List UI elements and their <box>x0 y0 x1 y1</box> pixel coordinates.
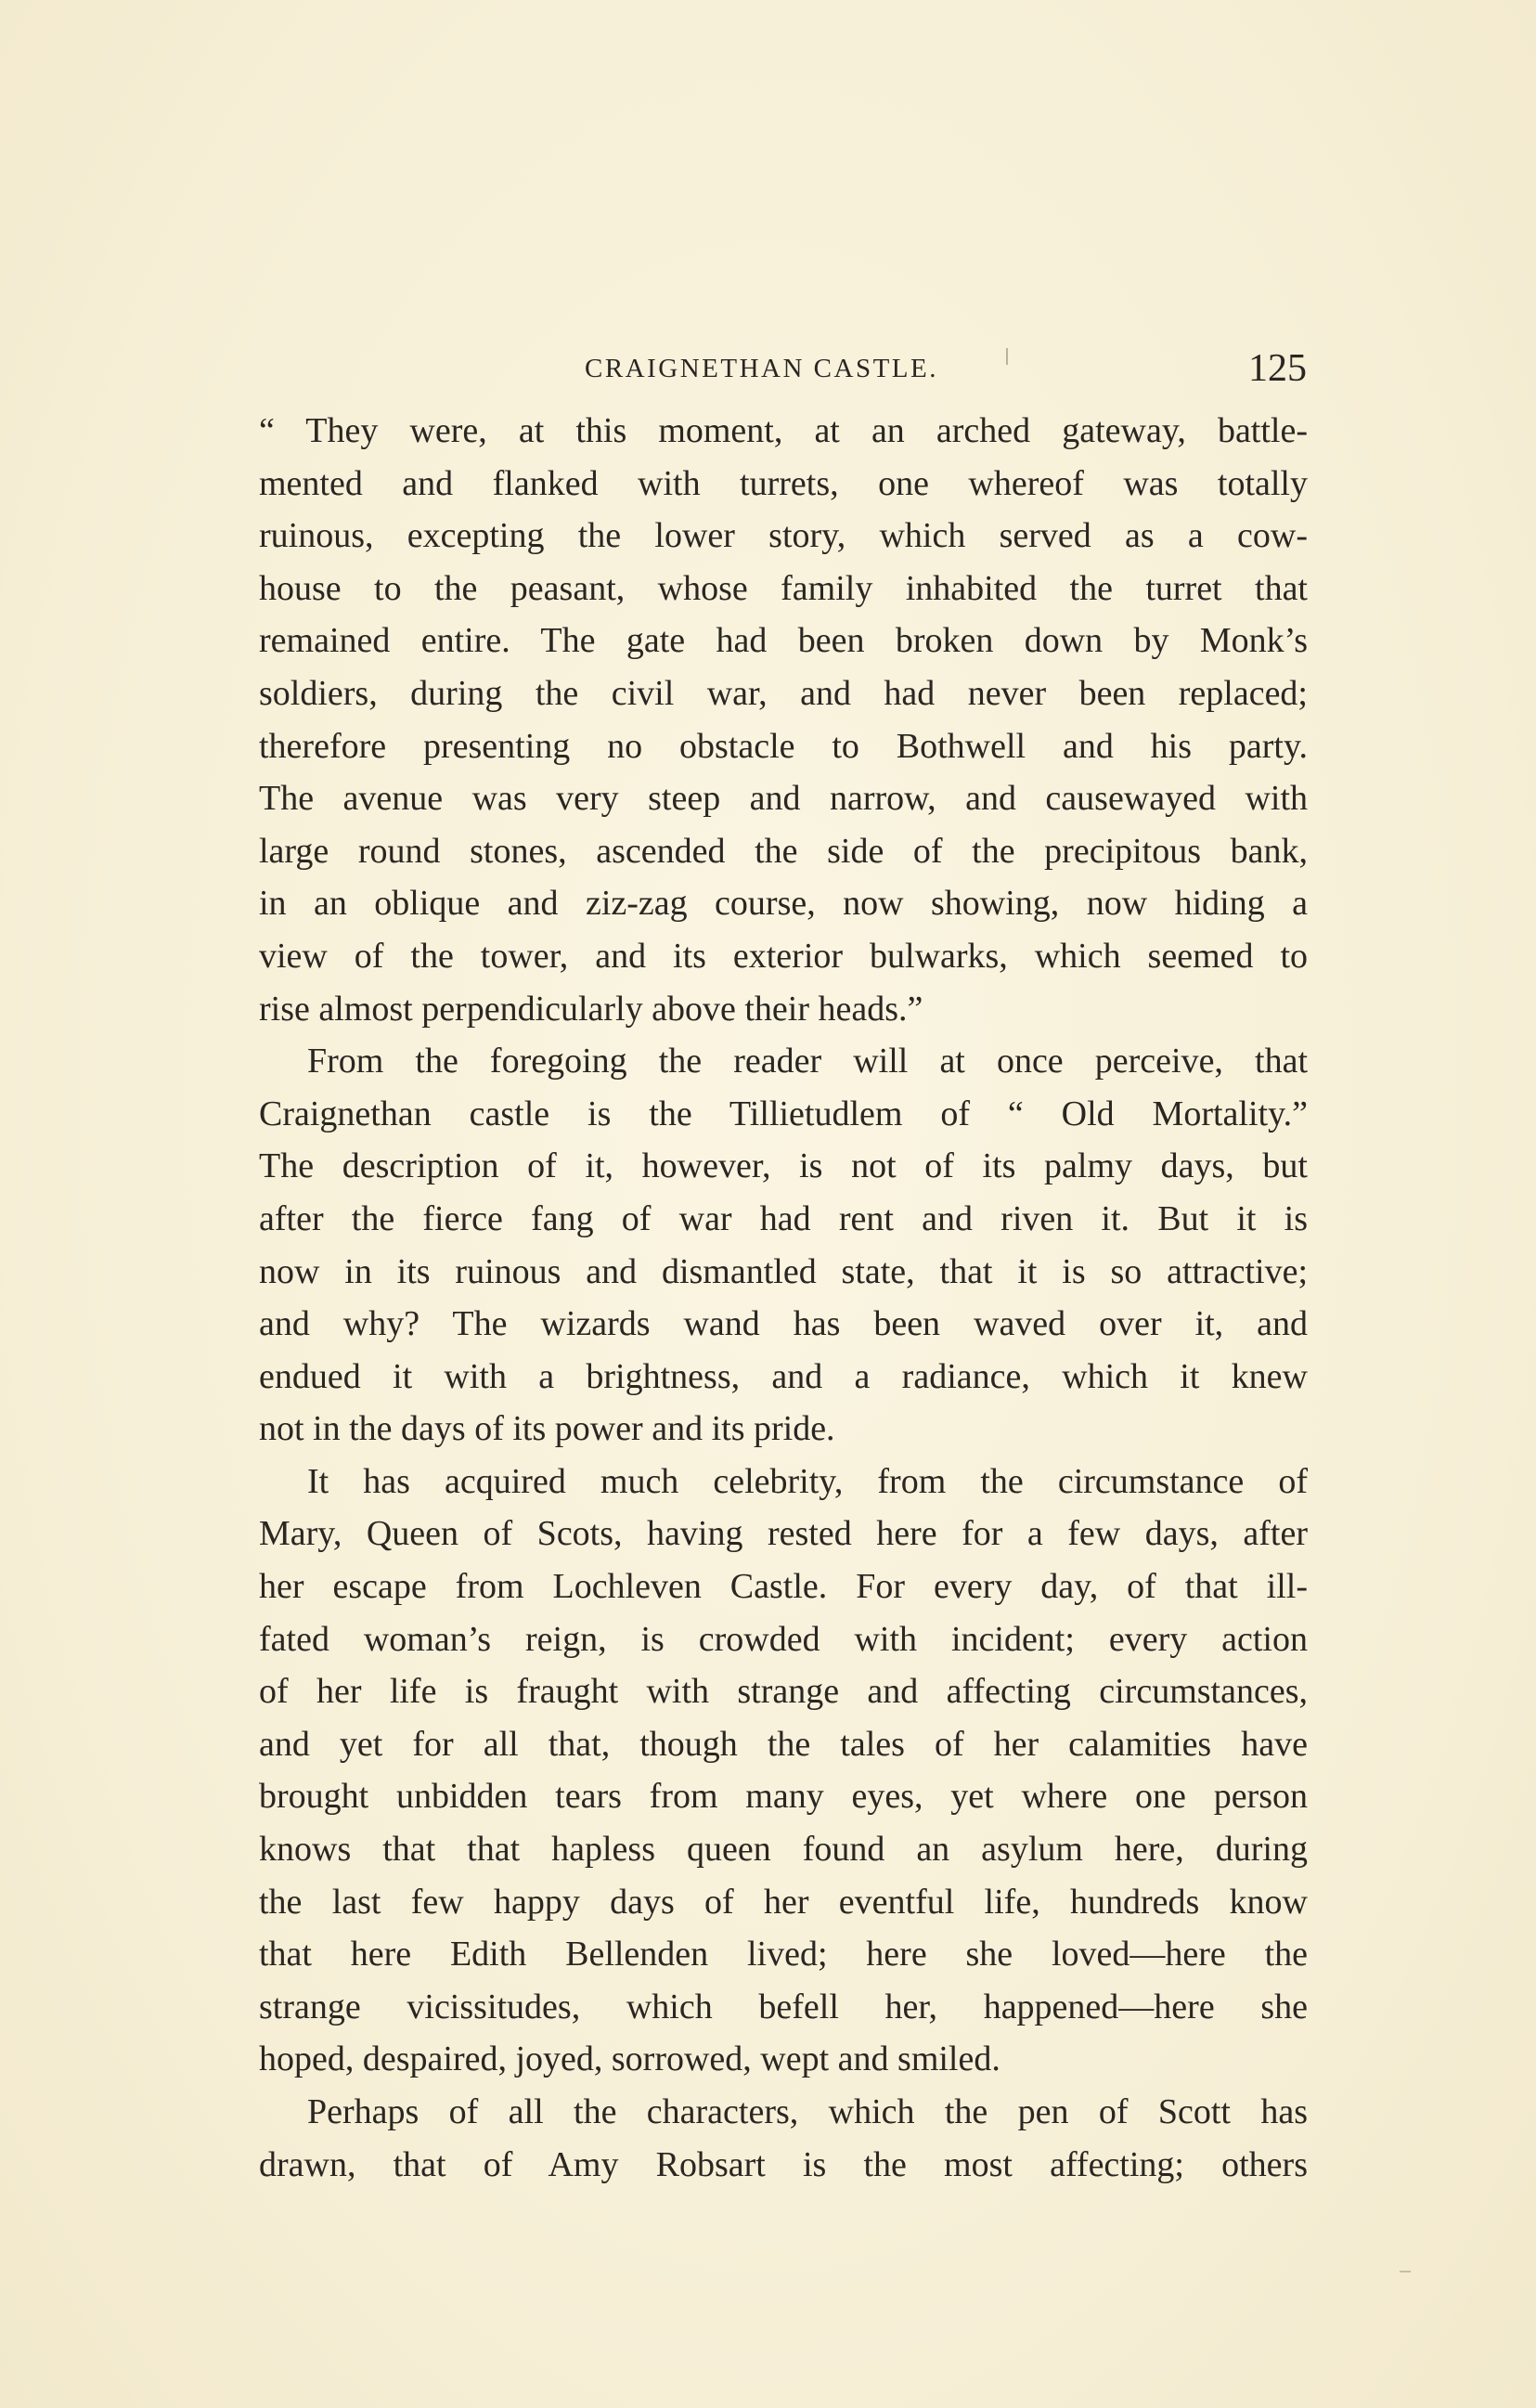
margin-mark <box>1400 2271 1411 2272</box>
text-line: of her life is fraught with strange and affecting circumstances, <box>259 1672 1308 1712</box>
running-title: CRAIGNETHAN CASTLE. <box>585 354 938 383</box>
text-line: ruinous, excepting the lower story, which served as a cow- <box>259 516 1308 556</box>
body-text <box>259 405 1308 2191</box>
text-line: that here Edith Bellenden lived; here she loved—here the <box>259 1935 1308 1974</box>
text-line: drawn, that of Amy Robsart is the most affecting; others <box>259 2144 1308 2184</box>
text-line: The avenue was very steep and narrow, and causewayed with <box>259 779 1308 819</box>
text-line: From the foregoing the reader will at once perceive, that <box>307 1042 1308 1081</box>
text-line: mented and flanked with turrets, one whereof was totally <box>259 463 1308 503</box>
page-number: 125 <box>1248 347 1307 390</box>
text-line: strange vicissitudes, which befell her, happened—here she <box>259 1987 1308 2026</box>
page-header <box>258 346 1307 395</box>
text-line: Craignethan castle is the Tillietudlem of “ Old Mortality.” <box>259 1094 1308 1133</box>
text-line: the last few happy days of her eventful life, hundreds know <box>259 1882 1308 1922</box>
text-line: It has acquired much celebrity, from the circumstance of <box>307 1461 1308 1501</box>
text-line: now in its ruinous and dismantled state, that it is so attractive; <box>259 1251 1308 1291</box>
text-line: Perhaps of all the characters, which the pen of Scott has <box>307 2092 1308 2131</box>
text-line: not in the days of its power and its pride. <box>259 1409 835 1449</box>
text-line: therefore presenting no obstacle to Bothwell and his party. <box>259 726 1308 766</box>
print-mark <box>1006 348 1008 365</box>
text-line: in an oblique and ziz-zag course, now showing, now hiding a <box>259 884 1308 924</box>
text-line: and why? The wizards wand has been waved over it, and <box>259 1304 1308 1344</box>
text-line: view of the tower, and its exterior bulwarks, which seemed to <box>259 936 1308 976</box>
text-line: house to the peasant, whose family inhabited the turret that <box>259 568 1308 608</box>
text-line: “ They were, at this moment, at an arched gateway, battle- <box>259 411 1308 450</box>
text-line: remained entire. The gate had been broken down by Monk’s <box>259 621 1308 661</box>
text-line: after the fierce fang of war had rent and riven it. But it is <box>259 1198 1308 1238</box>
text-line: fated woman’s reign, is crowded with incident; every action <box>259 1619 1308 1659</box>
text-line: and yet for all that, though the tales of her calamities have <box>259 1724 1308 1764</box>
text-line: large round stones, ascended the side of the precipitous bank, <box>259 831 1308 871</box>
text-line: rise almost perpendicularly above their heads.” <box>259 989 923 1029</box>
text-line: her escape from Lochleven Castle. For every day, of that ill- <box>259 1567 1308 1607</box>
text-line: brought unbidden tears from many eyes, yet where one person <box>259 1777 1308 1817</box>
text-line: The description of it, however, is not of its palmy days, but <box>259 1146 1308 1186</box>
text-line: hoped, despaired, joyed, sorrowed, wept and smiled. <box>259 2039 1000 2079</box>
text-line: soldiers, during the civil war, and had never been replaced; <box>259 673 1308 713</box>
text-line: endued it with a brightness, and a radiance, which it knew <box>259 1356 1308 1396</box>
text-line: knows that that hapless queen found an asylum here, during <box>259 1830 1308 1870</box>
text-line: Mary, Queen of Scots, having rested here for a few days, after <box>259 1514 1308 1554</box>
